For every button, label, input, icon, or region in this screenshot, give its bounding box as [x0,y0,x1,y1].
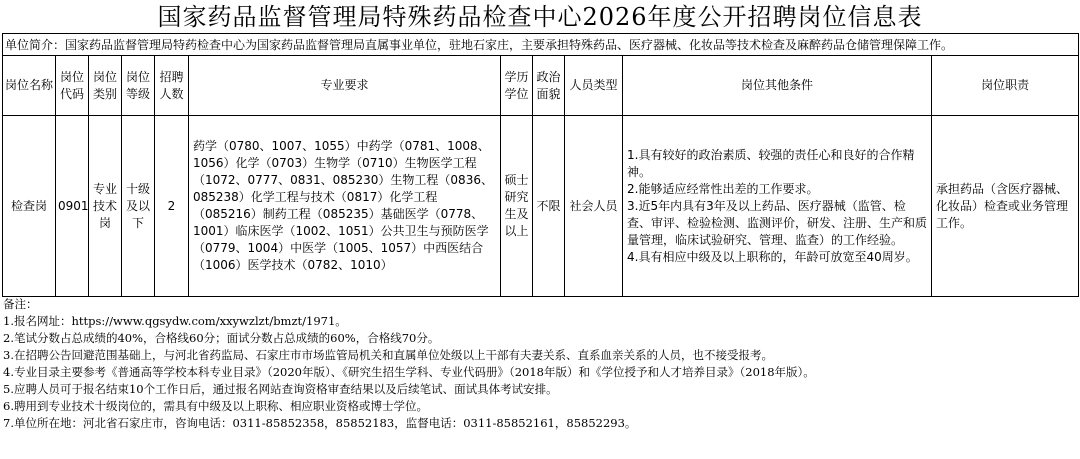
header-position-type: 岗位类别 [89,56,122,116]
header-recruit-count: 招聘人数 [155,56,189,116]
header-other-conditions: 岗位其他条件 [623,56,932,116]
cell-position-level: 十级及以下 [122,116,155,297]
page-title: 国家药品监督管理局特殊药品检查中心2026年度公开招聘岗位信息表 [157,3,923,31]
header-major: 专业要求 [189,56,501,116]
header-position-code: 岗位代码 [56,56,89,116]
positions-table [2,33,1079,297]
header-education: 学历学位 [501,56,533,116]
note-item: 1.报名网址：https://www.qgsydw.com/xxywzlzt/bmzt/1971。 [3,314,347,328]
condition-item: 3.近5年内具有3年及以上药品、医疗器械（监管、检查、审评、检验检测、监测评价，研发、注册、生产和质量管理，临床试验研究、管理、监查）的工作经验。 [627,198,928,247]
note-item: 6.聘用到专业技术十级岗位的，需具有中级及以上职称、相应职业资格或博士学位。 [3,399,428,413]
unit-intro: 单位简介：国家药品监督管理局特药检查中心为国家药品监督管理局直属事业单位，驻地石家庄，主要承担特殊药品、医疗器械、化妆品等技术检查及麻醉药品仓储管理保障工作。 [3,34,1079,56]
table-header-row [3,56,1079,116]
note-item: 5.应聘人员可于报名结束10个工作日后，通过报名网站查询资格审查结果以及后续笔试、面试具体考试安排。 [3,382,558,396]
notes-heading: 备注： [3,297,38,311]
cell-position-code: 0901 [56,116,89,297]
note-item: 2.笔试分数占总成绩的40%，合格线60分；面试分数占总成绩的60%，合格线70分。 [3,331,440,345]
note-item: 3.在招聘公告回避范围基础上，与河北省药监局、石家庄市市场监管局机关和直属单位处级以上干部有夫妻关系、直系血亲关系的人员，也不接受报考。 [3,348,773,362]
cell-recruit-count: 2 [155,116,189,297]
header-personnel-type: 人员类型 [565,56,623,116]
header-position-level: 岗位等级 [122,56,155,116]
header-duties: 岗位职责 [932,56,1079,116]
cell-political: 不限 [533,116,565,297]
header-political: 政治面貌 [533,56,565,116]
cell-duties: 承担药品（含医疗器械、化妆品）检查或业务管理工作。 [932,116,1079,297]
cell-other-conditions [623,116,932,297]
cell-position-name: 检查岗 [3,116,56,297]
condition-item: 1.具有较好的政治素质、较强的责任心和良好的合作精神。 [627,147,915,179]
notes-section [3,296,1077,432]
condition-item: 2.能够适应经常性出差的工作要求。 [627,181,819,196]
cell-position-type: 专业技术岗 [89,116,122,297]
table-row [3,116,1079,297]
cell-education: 硕士研究生及以上 [501,116,533,297]
condition-item: 4.具有相应中级及以上职称的，年龄可放宽至40周岁。 [627,249,918,264]
header-position-name: 岗位名称 [3,56,56,116]
note-item: 7.单位所在地：河北省石家庄市，咨询电话：0311-85852358，85852183，监督电话：0311-85852161，85852293。 [3,416,637,430]
cell-major: 药学（0780、1007、1055）中药学（0781、1008、1056）化学（0703）生物学（0710）生物医学工程（1072、0777、0831、085230）生物工程（0836、085238）化学工程与技术（0817）化学工程（085216）制药工程（085235）基础医学（0778、1001）临床医学（1002、1051）公共卫生与预防医学（0779、1004）中医学（1005、1057）中西医结合（1006）医学技术（0782、1010） [189,116,501,297]
note-item: 4.专业目录主要参考《普通高等学校本科专业目录》（2020年版）、《研究生招生学科、专业代码册》（2018年版）和《学位授予和人才培养目录》（2018年版）。 [3,365,815,379]
cell-personnel-type: 社会人员 [565,116,623,297]
